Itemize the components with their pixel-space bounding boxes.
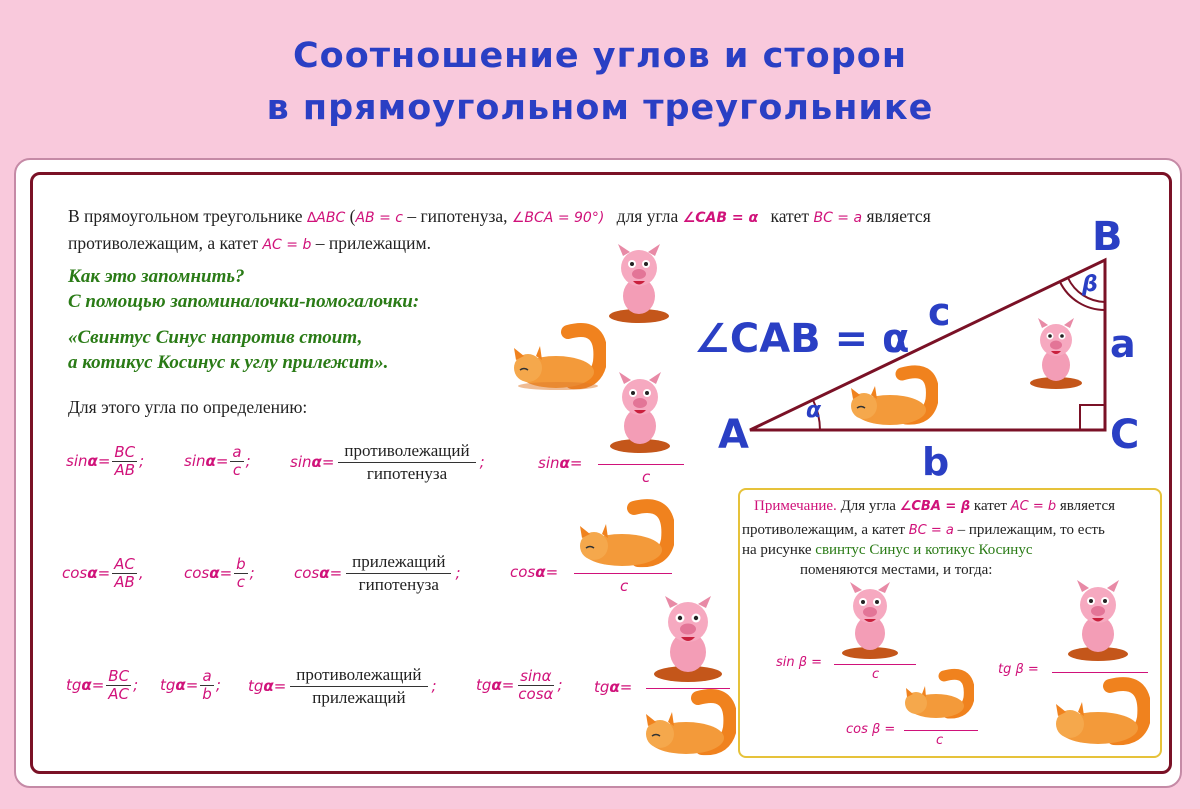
cat-cosine-icon: [508, 322, 606, 392]
page-title-line-2: в прямоугольном треугольнике: [266, 88, 934, 128]
pig-sine-icon: [1026, 318, 1086, 390]
triangle-symbol: ∆ABC: [306, 210, 346, 226]
sin-formula-4: sinα=: [538, 454, 583, 472]
vertex-c-label: C: [1110, 412, 1140, 458]
intro-text: – прилежащим.: [315, 233, 431, 253]
intro-text: катет: [770, 206, 810, 226]
cat-cosine-icon: [902, 668, 974, 724]
note-line-4: поменяются местами, и тогда:: [800, 562, 993, 578]
mnemonic-intro: С помощью запоминалочки-помогалочки:: [68, 291, 420, 312]
hypotenuse-term: AB = c: [355, 210, 403, 226]
page-title-line-1: Соотношение углов и сторон: [292, 36, 907, 76]
tg-beta-line: [1052, 672, 1148, 673]
pig-sine-icon: [836, 582, 904, 660]
sin-beta-lhs: sin β =: [776, 655, 823, 670]
cos-formula-2: cosα= $\frac{b}{c}$ ;: [184, 555, 255, 591]
cos-fraction-line: [574, 573, 672, 574]
cat-cosine-icon: [846, 364, 938, 428]
tg-beta-lhs: tg β =: [998, 662, 1039, 677]
note-line-3: на рисунке свинтус Синус и котикус Косинус: [742, 542, 1033, 558]
mnemonic-rhyme-1: «Свинтус Синус напротив стоит,: [68, 327, 363, 348]
mnemonic-question: Как это запомнить?: [68, 266, 245, 287]
pig-sine-icon: [1062, 580, 1134, 662]
note-line-1: Примечание. Для угла ∠CBA = β катет AC = b является: [754, 498, 1116, 514]
mnemonic-rhyme-2: а котикус Косинус к углу прилежит».: [68, 352, 389, 373]
cat-cosine-icon: [1050, 676, 1150, 748]
cos-denominator: c: [620, 577, 629, 595]
side-a-label: a: [1110, 322, 1136, 366]
pig-sine-icon: [604, 372, 676, 454]
sin-beta-den: c: [872, 667, 880, 682]
angle-alpha-term: ∠CAB = α: [682, 210, 759, 226]
cos-beta-line: [904, 730, 978, 731]
sin-denominator: c: [642, 468, 651, 486]
note-line-2: противолежащим, а катет BC = a – прилежащим, то есть: [742, 522, 1105, 538]
cos-formula-1: cosα= $\frac{AC}{AB}$ ,: [62, 555, 144, 591]
sin-formula-3: sinα= противолежащий гипотенуза ;: [290, 441, 485, 483]
tg-formula-5: tgα=: [594, 678, 633, 696]
sin-formula-1: sinα= $\frac{BC}{AB}$ ;: [66, 443, 145, 479]
leg-ac-term: AC = b: [262, 237, 312, 253]
pig-sine-icon: [604, 244, 674, 324]
intro-text: (: [349, 206, 356, 226]
intro-text: для угла: [616, 206, 679, 226]
pig-sine-icon: [648, 596, 728, 682]
definition-text: Для этого угла по определению:: [68, 397, 308, 417]
cos-formula-3: cosα= прилежащий гипотенуза ;: [294, 552, 461, 594]
right-angle-term: ∠BCA = 90°): [511, 210, 605, 226]
intro-text: В прямоугольном треугольнике: [68, 206, 303, 226]
tg-formula-3: tgα= противолежащий прилежащий ;: [248, 665, 437, 707]
sin-beta-line: [834, 664, 916, 665]
cos-formula-4: cosα=: [510, 563, 559, 581]
vertex-a-label: A: [718, 412, 749, 458]
side-c-label: c: [928, 290, 951, 334]
cat-cosine-icon: [640, 688, 736, 758]
sin-fraction-line: [598, 464, 684, 465]
vertex-b-label: B: [1092, 214, 1123, 260]
leg-bc-term: BC = a: [813, 210, 863, 226]
side-b-label: b: [922, 440, 950, 484]
cos-beta-lhs: cos β =: [846, 722, 896, 737]
intro-text: – гипотенуза,: [407, 206, 508, 226]
intro-text: является: [866, 206, 931, 226]
intro-text: противолежащим, а катет: [68, 233, 259, 253]
intro-line-2: [68, 233, 431, 254]
sin-formula-2: sinα= $\frac{a}{c}$ ;: [184, 443, 251, 479]
cat-cosine-icon: [574, 498, 674, 570]
tg-formula-1: tgα= $\frac{BC}{AC}$ ;: [66, 667, 139, 703]
angle-cab-label: ∠CAB = α: [694, 316, 910, 362]
tg-formula-4: tgα= $\frac{\sin\alpha}{\cos\alpha}$ ;: [476, 667, 563, 703]
tg-formula-2: tgα= $\frac{a}{b}$ ;: [160, 667, 221, 703]
cos-beta-den: c: [936, 733, 944, 748]
beta-label: β: [1082, 272, 1098, 297]
alpha-label: α: [806, 398, 822, 423]
